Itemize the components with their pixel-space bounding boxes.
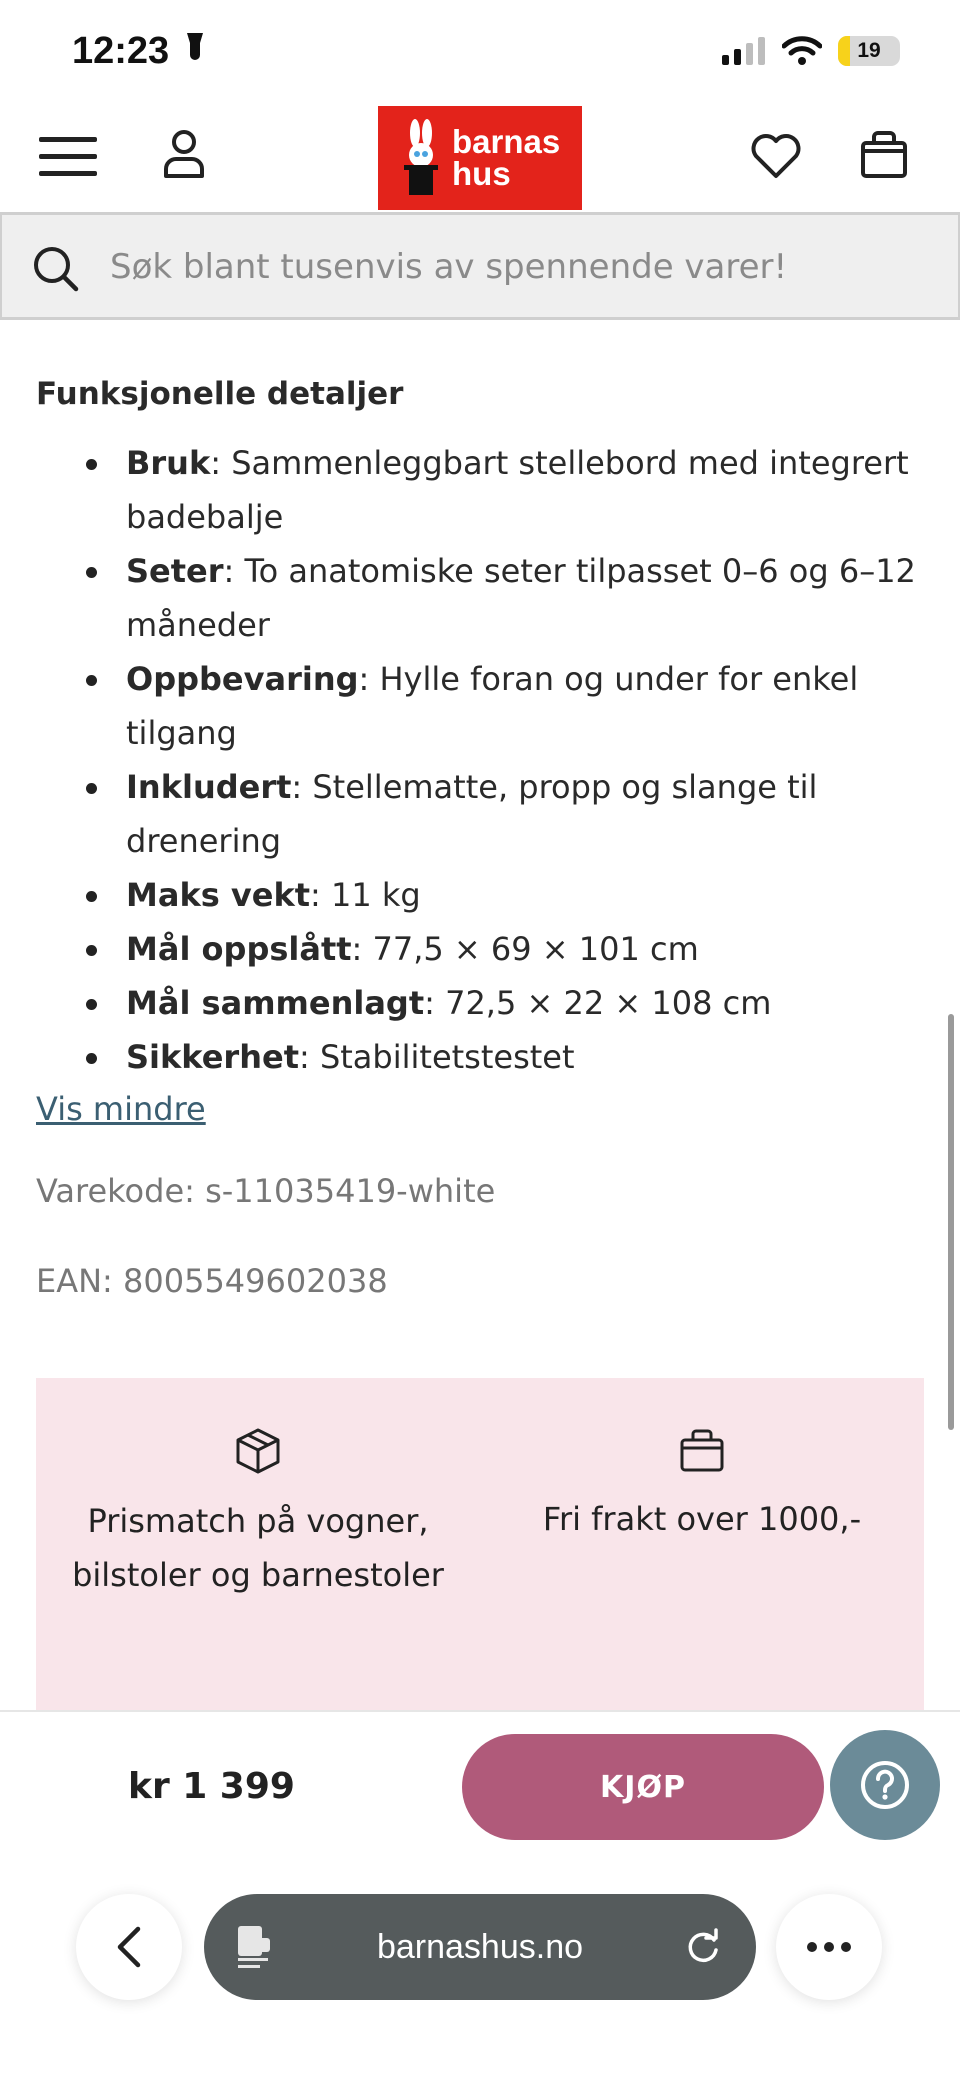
logo-text-line2: hus xyxy=(452,155,511,192)
usp-box xyxy=(36,1378,924,1718)
list-item xyxy=(36,976,924,1030)
battery-level: 19 xyxy=(857,39,881,62)
item-text: : Hylle foran og under for enkel tilgang xyxy=(126,660,859,752)
price: kr 1 399 xyxy=(128,1766,295,1807)
item-label: Seter xyxy=(126,552,224,590)
usp-free-shipping-text: Fri frakt over 1000,- xyxy=(542,1500,862,1538)
item-text: : Stellematte, propp og slange til drenering xyxy=(126,768,818,860)
usp-price-match-text: Prismatch på vogner, bilstoler og barnestoler xyxy=(72,1502,444,1594)
list-item xyxy=(36,436,924,544)
more-options-button[interactable] xyxy=(776,1894,882,2000)
item-label: Oppbevaring xyxy=(126,660,359,698)
cart-bag-icon[interactable] xyxy=(856,124,912,184)
battery-indicator xyxy=(838,36,900,66)
list-item xyxy=(36,652,924,760)
bag-icon xyxy=(678,1426,726,1474)
site-logo[interactable] xyxy=(378,106,582,210)
chevron-left-icon xyxy=(114,1925,144,1969)
item-label: Inkludert xyxy=(126,768,292,806)
status-time-text: 12:23 xyxy=(72,30,170,72)
search-bar xyxy=(0,212,960,320)
item-text: : Stabilitetstestet xyxy=(298,1038,575,1076)
search-input[interactable] xyxy=(110,243,910,291)
item-text: : 11 kg xyxy=(310,876,421,914)
reload-icon[interactable] xyxy=(684,1928,722,1966)
logo-text-line1: barnas xyxy=(452,123,561,160)
product-description xyxy=(36,360,924,1300)
menu-icon[interactable] xyxy=(36,128,100,184)
package-icon xyxy=(233,1426,283,1476)
status-time xyxy=(72,30,206,73)
ean-code: EAN: 8005549602038 xyxy=(36,1262,388,1300)
url-bar[interactable] xyxy=(204,1894,756,2000)
item-text: : 72,5 × 22 × 108 cm xyxy=(424,984,772,1022)
more-dots-icon xyxy=(806,1941,852,1953)
list-item xyxy=(36,544,924,652)
item-label: Maks vekt xyxy=(126,876,311,914)
item-label: Sikkerhet xyxy=(126,1038,299,1076)
status-icons xyxy=(722,36,900,66)
wifi-icon xyxy=(782,36,822,66)
details-title: Funksjonelle detaljer xyxy=(36,376,404,412)
product-code: Varekode: s-11035419-white xyxy=(36,1172,496,1210)
url-text: barnashus.no xyxy=(376,1927,584,1966)
rabbit-hat-logo-icon xyxy=(400,119,442,197)
cellular-signal-icon xyxy=(722,37,766,65)
buy-button[interactable]: KJØP xyxy=(462,1734,824,1840)
buy-bar xyxy=(0,1710,960,1870)
scrollbar[interactable] xyxy=(948,1014,954,1430)
back-button[interactable] xyxy=(76,1894,182,2000)
help-button[interactable] xyxy=(830,1730,940,1840)
logo-text xyxy=(452,123,561,192)
list-item xyxy=(36,922,924,976)
flashlight-icon xyxy=(184,31,206,65)
account-icon[interactable] xyxy=(156,124,212,184)
show-less-link[interactable]: Vis mindre xyxy=(36,1090,206,1128)
list-item xyxy=(36,1030,924,1084)
help-question-icon xyxy=(859,1759,911,1811)
item-text: : To anatomiske seter tilpasset 0–6 og 6–12 måneder xyxy=(126,552,916,644)
item-text: : 77,5 × 69 × 101 cm xyxy=(351,930,699,968)
search-icon xyxy=(32,245,80,293)
usp-free-shipping xyxy=(480,1426,924,1546)
item-label: Mål sammenlagt xyxy=(126,984,425,1022)
browser-toolbar xyxy=(0,1870,960,2077)
list-item xyxy=(36,760,924,868)
heart-icon[interactable] xyxy=(746,128,806,184)
usp-price-match xyxy=(36,1426,480,1602)
list-item xyxy=(36,868,924,922)
details-list xyxy=(36,436,924,1084)
item-label: Mål oppslått xyxy=(126,930,352,968)
site-header xyxy=(0,100,960,212)
status-bar xyxy=(0,0,960,100)
item-text: : Sammenleggbart stellebord med integrert badebalje xyxy=(126,444,909,536)
item-label: Bruk xyxy=(126,444,211,482)
